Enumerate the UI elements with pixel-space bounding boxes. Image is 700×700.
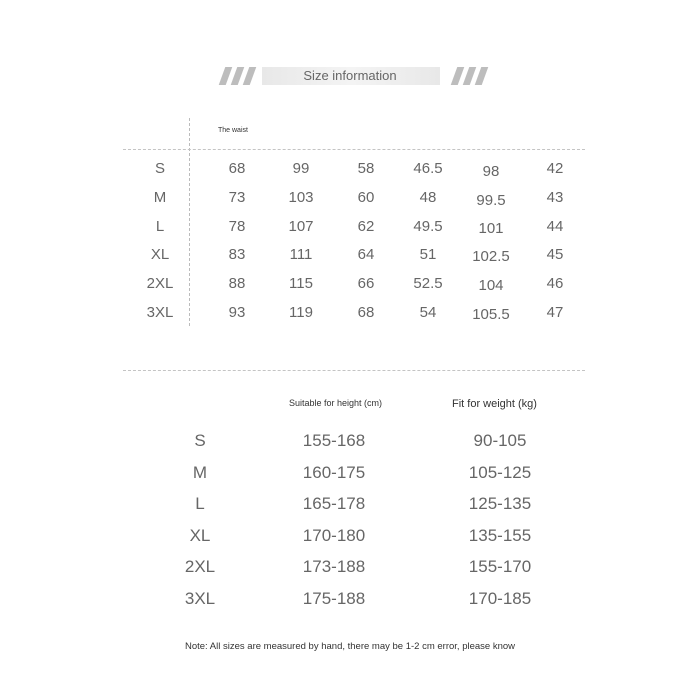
size-label: 2XL <box>146 275 174 292</box>
size-label: L <box>155 218 165 235</box>
height-range: 173-188 <box>302 557 366 576</box>
size-label: S <box>154 160 165 177</box>
weight-header: Fit for weight (kg) <box>452 398 537 410</box>
table-cell: 49.5 <box>413 218 443 235</box>
size-label: S <box>194 431 206 450</box>
height-header: Suitable for height (cm) <box>289 398 383 408</box>
weight-range: 125-135 <box>468 494 532 513</box>
size-label: 3XL <box>184 589 216 608</box>
waist-header: The waist <box>218 127 248 134</box>
table-cell: 119 <box>289 304 313 321</box>
table-cell: 51 <box>419 246 437 263</box>
table-cell: 68 <box>228 160 246 177</box>
header-divider <box>123 149 585 150</box>
height-range: 165-178 <box>302 494 366 513</box>
table-cell: 52.5 <box>413 275 443 292</box>
table-cell: 64 <box>357 246 375 263</box>
table-cell: 62 <box>357 218 375 235</box>
page-title: Size information <box>303 68 397 83</box>
weight-range: 170-185 <box>468 589 532 608</box>
size-label: 2XL <box>184 557 216 576</box>
table-cell: 88 <box>228 275 246 292</box>
table-cell: 115 <box>289 275 313 292</box>
height-range: 155-168 <box>302 431 366 450</box>
weight-range: 90-105 <box>473 431 527 450</box>
measurement-note: Note: All sizes are measured by hand, there may be 1-2 cm error, please know <box>184 641 516 652</box>
table-cell: 46 <box>546 275 564 292</box>
table-cell: 68 <box>357 304 375 321</box>
size-label: XL <box>150 246 170 263</box>
weight-range: 135-155 <box>468 526 532 545</box>
table-cell: 78 <box>228 218 246 235</box>
table-cell: 104 <box>478 277 504 294</box>
table-cell: 111 <box>289 246 313 263</box>
table-cell: 73 <box>228 189 246 206</box>
table-cell: 47 <box>546 304 564 321</box>
size-label: M <box>192 463 208 482</box>
table-cell: 105.5 <box>472 306 510 323</box>
table-cell: 60 <box>357 189 375 206</box>
size-label: XL <box>189 526 211 545</box>
table-cell: 42 <box>546 160 564 177</box>
height-range: 175-188 <box>302 589 366 608</box>
size-label: 3XL <box>146 304 174 321</box>
table-cell: 99 <box>292 160 310 177</box>
table-cell: 103 <box>288 189 314 206</box>
size-label: L <box>195 494 205 513</box>
height-range: 160-175 <box>302 463 366 482</box>
height-range: 170-180 <box>302 526 366 545</box>
weight-range: 155-170 <box>468 557 532 576</box>
table-cell: 102.5 <box>472 248 510 265</box>
table-cell: 93 <box>228 304 246 321</box>
table-cell: 83 <box>228 246 246 263</box>
size-label: M <box>153 189 167 206</box>
weight-range: 105-125 <box>468 463 532 482</box>
table-cell: 101 <box>478 220 504 237</box>
table-cell: 98 <box>482 163 500 180</box>
table-cell: 54 <box>419 304 437 321</box>
table-cell: 107 <box>288 218 314 235</box>
table-cell: 48 <box>419 189 437 206</box>
table-cell: 66 <box>357 275 375 292</box>
table-cell: 99.5 <box>476 192 506 209</box>
table-cell: 58 <box>357 160 375 177</box>
table-cell: 45 <box>546 246 564 263</box>
table-cell: 46.5 <box>413 160 443 177</box>
section-divider <box>123 370 585 371</box>
table-cell: 43 <box>546 189 564 206</box>
table-cell: 44 <box>546 218 564 235</box>
